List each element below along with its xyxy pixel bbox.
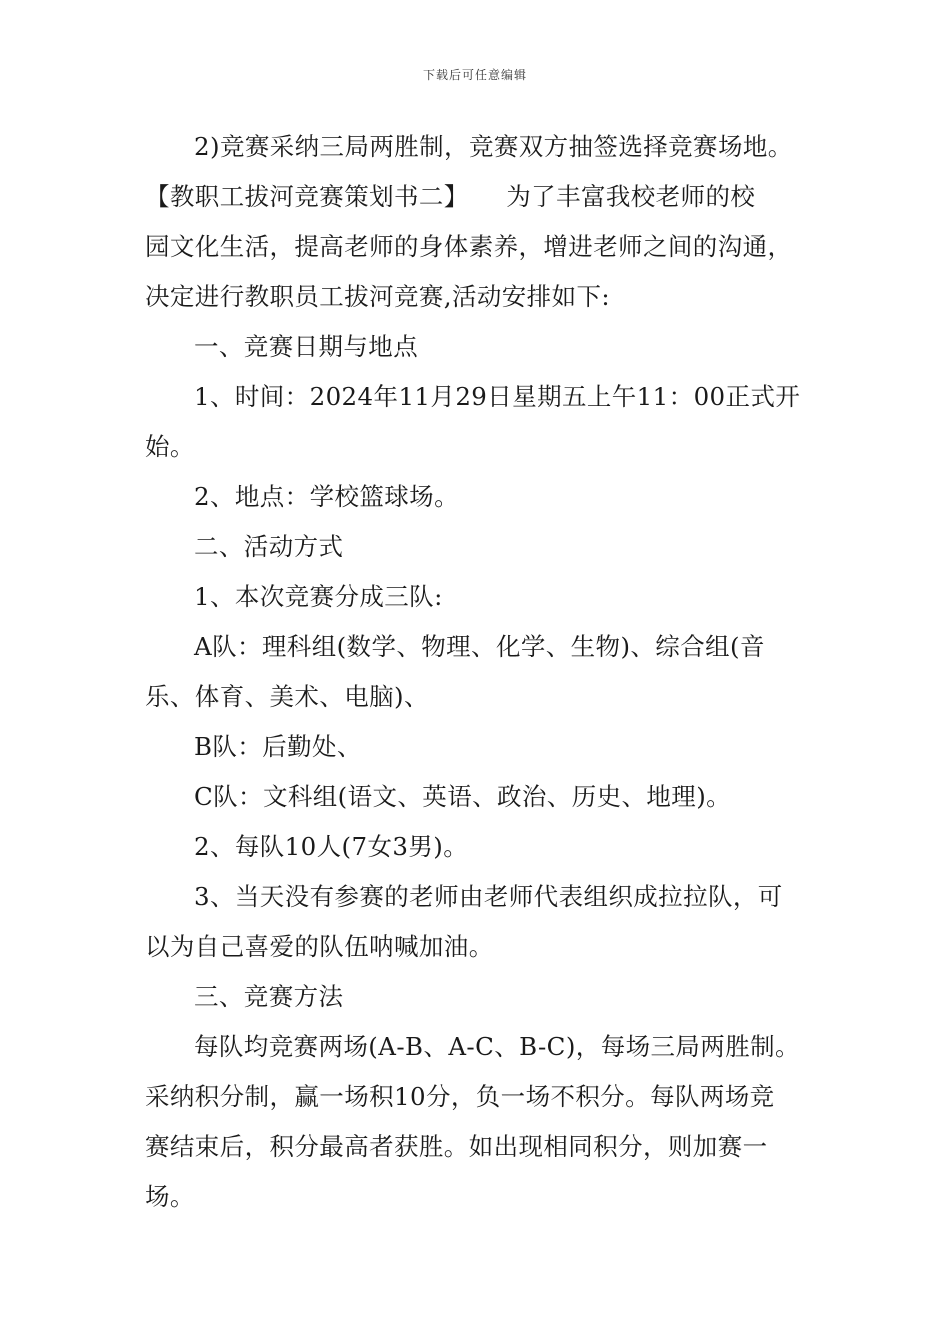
- text-line: 二、活动方式: [194, 532, 344, 561]
- text-line: 赛结束后，积分最高者获胜。如出现相同积分，则加赛一: [145, 1132, 768, 1161]
- text-line: 2)竞赛采纳三局两胜制，竞赛双方抽签选择竞赛场地。: [194, 132, 793, 161]
- text-line: 以为自己喜爱的队伍呐喊加油。: [145, 932, 494, 961]
- text-line: 三、竞赛方法: [194, 982, 344, 1011]
- text-line: 每队均竞赛两场(A-B、A-C、B-C)，每场三局两胜制。: [194, 1032, 800, 1061]
- text-line: B队：后勤处、: [194, 732, 362, 761]
- text-line: 采纳积分制，赢一场积10分，负一场不积分。每队两场竞: [145, 1082, 775, 1111]
- text-line: 决定进行教职员工拔河竞赛,活动安排如下:: [145, 282, 611, 311]
- text-line: 乐、体育、美术、电脑)、: [145, 682, 429, 711]
- text-line: 1、时间：2024年11月29日星期五上午11：00正式开: [194, 382, 801, 411]
- text-line: A队：理科组(数学、物理、化学、生物)、综合组(音: [194, 632, 765, 661]
- text-line: C队：文科组(语文、英语、政治、历史、地理)。: [194, 782, 732, 811]
- text-line: 2、每队10人(7女3男)。: [194, 832, 469, 861]
- text-line: 【教职工拔河竞赛策划书二】 为了丰富我校老师的校: [145, 182, 756, 211]
- text-line: 2、地点：学校篮球场。: [194, 482, 459, 511]
- page-header: 下载后可任意编辑: [422, 68, 527, 82]
- text-line: 园文化生活，提高老师的身体素养，增进老师之间的沟通，: [145, 232, 793, 261]
- text-line: 始。: [145, 432, 195, 461]
- text-line: 一、竞赛日期与地点: [194, 332, 419, 361]
- document-body: [145, 122, 809, 1222]
- text-line: 场。: [145, 1182, 195, 1211]
- text-line: 1、本次竞赛分成三队:: [194, 582, 443, 611]
- text-line: 3、当天没有参赛的老师由老师代表组织成拉拉队，可: [194, 882, 783, 911]
